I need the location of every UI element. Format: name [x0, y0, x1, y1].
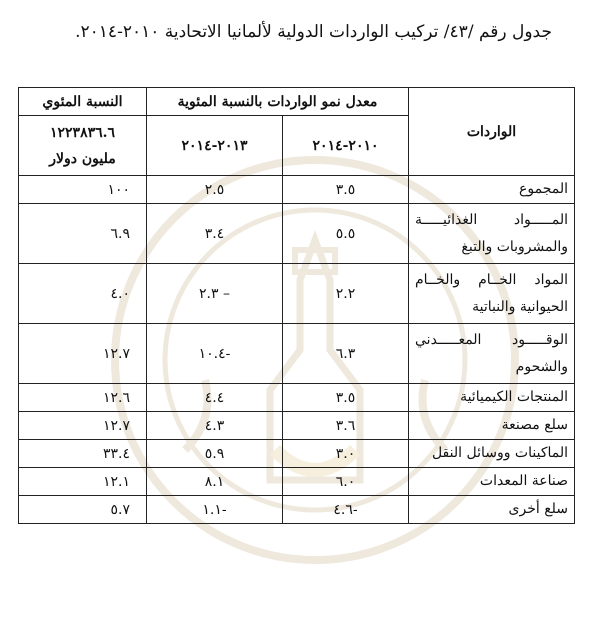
row-item-cell: [409, 264, 575, 324]
table-row: [19, 412, 575, 440]
growth-2010-2014-cell: ٣.٦: [283, 412, 409, 440]
row-item-cell: [409, 412, 575, 440]
growth-2013-2014-cell: ٤.٤: [147, 384, 283, 412]
table-body: [19, 176, 575, 524]
row-item-label: سلع أخرى: [508, 501, 569, 517]
growth-rate-header: معدل نمو الواردات بالنسبة المئوية: [147, 88, 409, 116]
table-row: [19, 468, 575, 496]
row-item-cell: [409, 384, 575, 412]
share-header: النسبة المئوي: [19, 88, 147, 116]
total-value-header: [19, 116, 147, 176]
table-row: [19, 176, 575, 204]
growth-2010-2014-cell: ٣.٥: [283, 176, 409, 204]
growth-2010-2014-cell: ٣.٥: [283, 384, 409, 412]
growth-2013-2014-cell: -١٠.٤: [147, 324, 283, 384]
row-item-label: الحيوانية والنباتية: [472, 298, 569, 315]
row-item-label: الماكينات ووسائل النقل: [431, 445, 569, 461]
share-cell: ٤.٠: [19, 264, 147, 324]
growth-2010-2014-cell: -٤.٦: [283, 496, 409, 524]
growth-2013-2014-cell: ٨.١: [147, 468, 283, 496]
unit-label: مليون دولار: [49, 150, 116, 167]
growth-2013-2014-cell: – ٢.٣: [147, 264, 283, 324]
row-item-label: والمشروبات والتبغ: [461, 238, 569, 255]
growth-2013-2014-cell: ٣.٤: [147, 204, 283, 264]
row-item-label: المنتجات الكيميائية: [460, 389, 569, 405]
growth-2013-2014-cell: -١.١: [147, 496, 283, 524]
share-cell: ١٠٠: [19, 176, 147, 204]
row-item-cell: [409, 496, 575, 524]
row-item-label: والشحوم: [515, 358, 569, 375]
row-item-label: المـــــواد الغذائيـــــة: [415, 211, 569, 228]
row-item-cell: [409, 468, 575, 496]
share-cell: ٣٣.٤: [19, 440, 147, 468]
table-row: [19, 496, 575, 524]
row-item-label: المجموع: [519, 181, 569, 197]
imports-table: [18, 87, 575, 524]
growth-2013-2014-cell: ٤.٣: [147, 412, 283, 440]
growth-2013-2014-cell: ٢.٥: [147, 176, 283, 204]
growth-2010-2014-cell: ٢.٢: [283, 264, 409, 324]
row-item-label: صناعة المعدات: [479, 473, 569, 489]
table-row: [19, 384, 575, 412]
imports-header: الواردات: [409, 88, 575, 176]
row-item-label: الوقـــــود المعـــــدني: [415, 331, 569, 348]
share-cell: ١٢.٧: [19, 412, 147, 440]
growth-2010-2014-cell: ٣.٠: [283, 440, 409, 468]
period-1-header: ٢٠١٠-٢٠١٤: [283, 116, 409, 176]
header-row-1: [19, 88, 575, 116]
row-item-cell: [409, 324, 575, 384]
share-cell: ١٢.٦: [19, 384, 147, 412]
total-value: ١٢٢٣٨٣٦.٦: [49, 124, 116, 141]
table-row: [19, 204, 575, 264]
growth-2013-2014-cell: ٥.٩: [147, 440, 283, 468]
share-cell: ١٢.٧: [19, 324, 147, 384]
row-item-cell: [409, 176, 575, 204]
row-item-label: سلع مصنعة: [501, 417, 569, 433]
row-item-label: المواد الخــام والخــام: [415, 271, 569, 288]
period-2-header: ٢٠١٣-٢٠١٤: [147, 116, 283, 176]
table-caption: جدول رقم /٤٣/ تركيب الواردات الدولية لألمانيا الاتحادية ٢٠١٠-٢٠١٤.: [75, 22, 552, 42]
share-cell: ٥.٧: [19, 496, 147, 524]
growth-2010-2014-cell: ٦.٠: [283, 468, 409, 496]
share-cell: ١٢.١: [19, 468, 147, 496]
row-item-cell: [409, 204, 575, 264]
growth-2010-2014-cell: ٦.٣: [283, 324, 409, 384]
row-item-cell: [409, 440, 575, 468]
table-row: [19, 324, 575, 384]
share-cell: ٦.٩: [19, 204, 147, 264]
table-row: [19, 264, 575, 324]
growth-2010-2014-cell: ٥.٥: [283, 204, 409, 264]
table-row: [19, 440, 575, 468]
